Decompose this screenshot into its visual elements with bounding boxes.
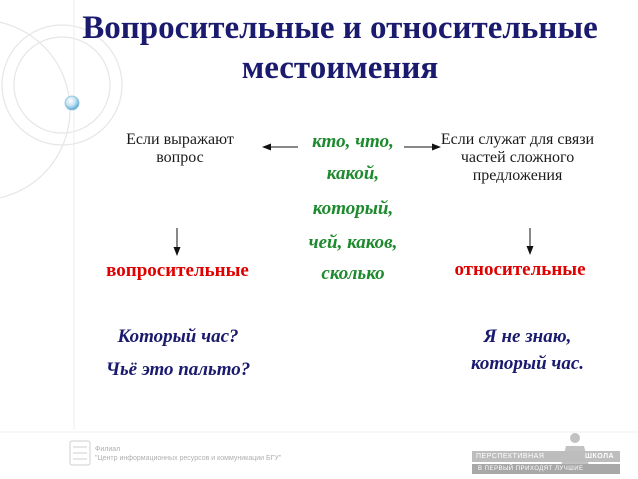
left-category-label: вопросительные <box>106 260 249 281</box>
pronoun-line: который, <box>312 198 394 219</box>
footer-emblem-icon <box>70 441 90 465</box>
page-title: Вопросительные и относительные местоимения <box>82 10 598 86</box>
right-category-label: относительные <box>454 259 586 280</box>
left-down-arrow <box>174 228 181 256</box>
pronoun-line: кто, что, <box>312 131 394 152</box>
pronoun-line: чей, каков, <box>308 232 398 253</box>
right-down-arrow <box>527 228 534 255</box>
pronoun-line: сколько <box>321 263 385 284</box>
bubble-icon <box>65 96 79 110</box>
pronoun-line: какой, <box>326 163 380 184</box>
footer-line: "Центр информационных ресурсов и коммуникации БГУ" <box>95 455 282 462</box>
logo-word: ШКОЛА <box>585 453 615 460</box>
left-example-line: Который час? <box>117 326 239 347</box>
left-example-line: Чьё это пальто? <box>105 359 251 380</box>
footer-line: Филиал <box>95 446 121 453</box>
left-condition-text: Если выражают вопрос <box>126 131 234 166</box>
right-example-line: Я не знаю, <box>483 326 572 347</box>
logo-line: ПЕРСПЕКТИВНАЯ <box>476 453 545 460</box>
logo-slogan: В ПЕРВЫЙ ПРИХОДЯТ ЛУЧШИЕ <box>478 466 584 472</box>
right-condition-text: Если служат для связи частей сложного предложения <box>440 131 595 184</box>
right-example-line: который час. <box>470 353 585 374</box>
